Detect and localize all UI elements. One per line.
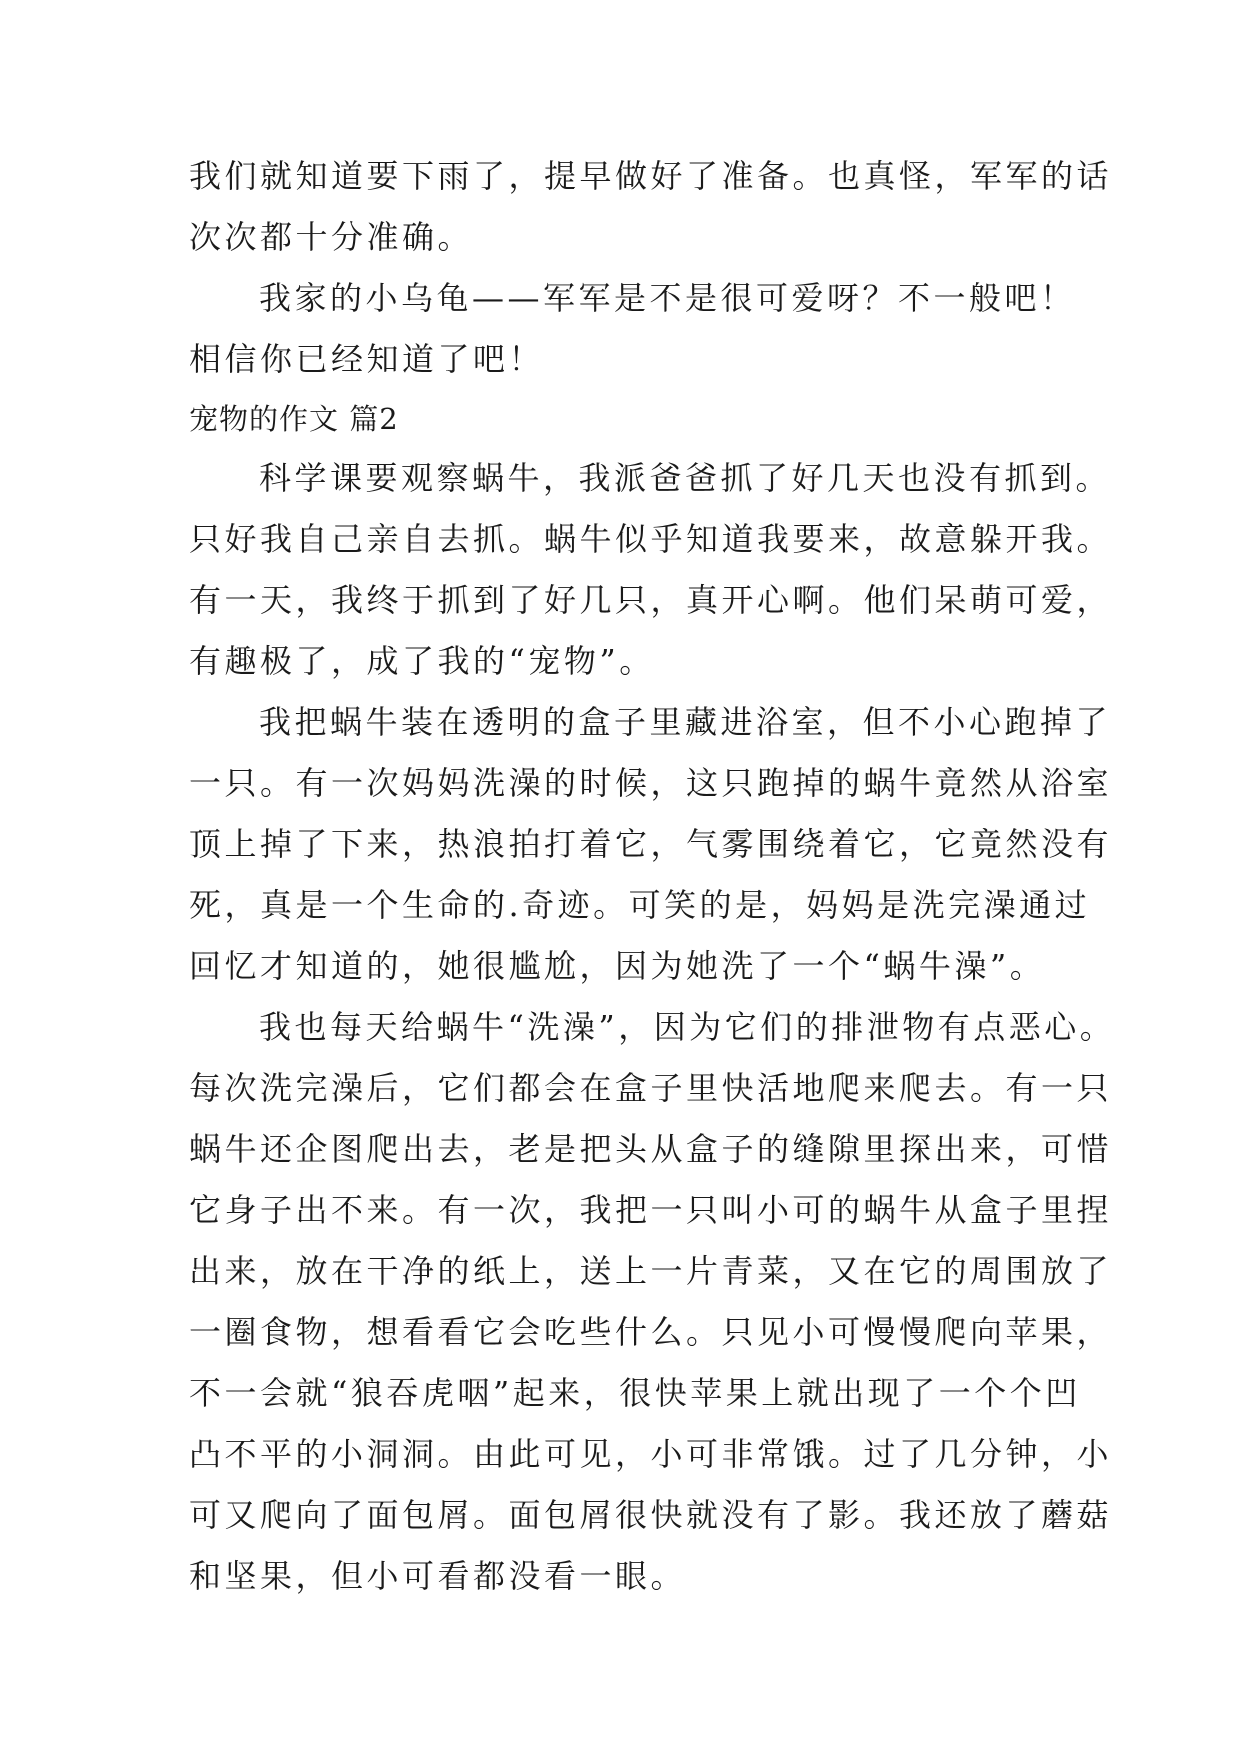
text-line: 出来，放在干净的纸上，送上一片青菜，又在它的周围放了	[189, 1252, 1113, 1290]
paragraph-start-line: 科学课要观察蜗牛，我派爸爸抓了好几天也没有抓到。	[259, 459, 1112, 497]
text-line: 和坚果，但小可看都没看一眼。	[189, 1557, 687, 1595]
text-line: 一只。有一次妈妈洗澡的时候，这只跑掉的蜗牛竟然从浴室	[189, 764, 1113, 802]
paragraph-start-line: 我把蜗牛装在透明的盒子里藏进浴室，但不小心跑掉了	[259, 703, 1112, 741]
text-line: 不一会就“狼吞虎咽”起来，很快苹果上就出现了一个个凹	[189, 1374, 1081, 1412]
text-line: 次次都十分准确。	[189, 218, 474, 256]
text-line: 只好我自己亲自去抓。蜗牛似乎知道我要来，故意躲开我。	[189, 520, 1113, 558]
text-line: 蜗牛还企图爬出去，老是把头从盒子的缝隙里探出来，可惜	[189, 1130, 1113, 1168]
text-line: 一圈食物，想看看它会吃些什么。只见小可慢慢爬向苹果，	[189, 1313, 1113, 1351]
text-line: 凸不平的小洞洞。由此可见，小可非常饿。过了几分钟，小	[189, 1435, 1113, 1473]
text-line: 我们就知道要下雨了，提早做好了准备。也真怪，军军的话	[189, 157, 1113, 195]
section-heading: 宠物的作文 篇2	[189, 402, 399, 436]
text-line: 它身子出不来。有一次，我把一只叫小可的蜗牛从盒子里捏	[189, 1191, 1113, 1229]
text-line: 死，真是一个生命的.奇迹。可笑的是，妈妈是洗完澡通过	[189, 886, 1091, 924]
document-page	[189, 146, 1116, 1607]
text-line: 有一天，我终于抓到了好几只，真开心啊。他们呆萌可爱，	[189, 581, 1113, 619]
text-line: 相信你已经知道了吧！	[189, 340, 545, 378]
text-line: 有趣极了，成了我的“宠物”。	[189, 642, 655, 680]
paragraph-start-line: 我也每天给蜗牛“洗澡”，因为它们的排泄物有点恶心。	[259, 1008, 1116, 1046]
paragraph-start-line: 我家的小乌龟——军军是不是很可爱呀？不一般吧！	[259, 279, 1076, 317]
text-line: 可又爬向了面包屑。面包屑很快就没有了影。我还放了蘑菇	[189, 1496, 1113, 1534]
text-line: 每次洗完澡后，它们都会在盒子里快活地爬来爬去。有一只	[189, 1069, 1113, 1107]
text-line: 回忆才知道的，她很尴尬，因为她洗了一个“蜗牛澡”。	[189, 947, 1046, 985]
text-line: 顶上掉了下来，热浪拍打着它，气雾围绕着它，它竟然没有	[189, 825, 1113, 863]
